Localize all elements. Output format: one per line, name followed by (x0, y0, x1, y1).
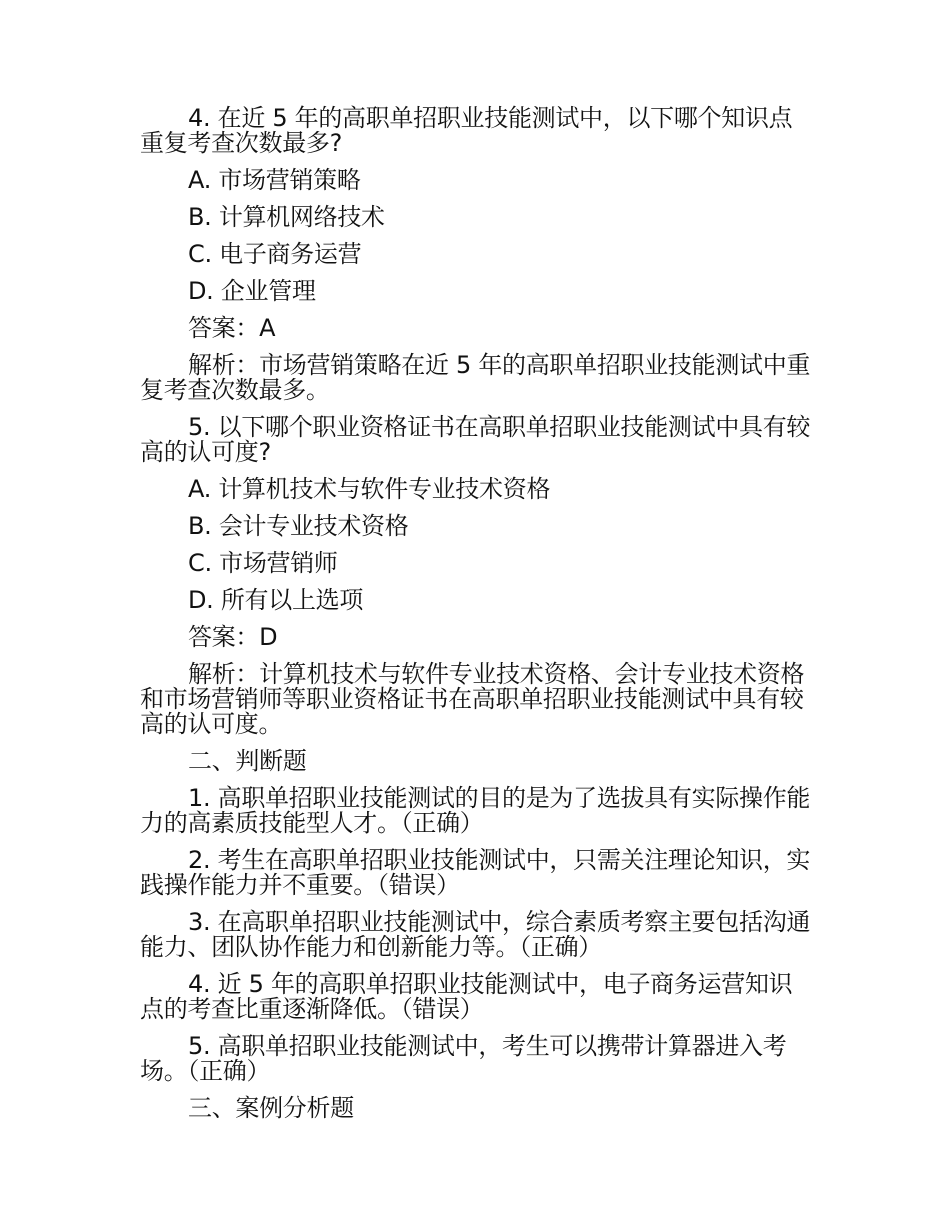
question-5-answer: 答案：D (188, 623, 278, 651)
question-5-option-b: B. 会计专业技术资格 (188, 512, 409, 540)
question-5-text: 5. 以下哪个职业资格证书在高职单招职业技能测试中具有较高的认可度? (140, 413, 811, 466)
judgement-item-1: 1. 高职单招职业技能测试的目的是为了选拔具有实际操作能力的高素质技能型人才。（正确） (140, 784, 811, 837)
question-5-option-d: D. 所有以上选项 (188, 586, 364, 614)
document-page (140, 106, 812, 1133)
question-4-option-b: B. 计算机网络技术 (188, 203, 385, 231)
question-4-option-a: A. 市场营销策略 (188, 166, 361, 194)
question-4-analysis: 解析：市场营销策略在近 5 年的高职单招职业技能测试中重复考查次数最多。 (140, 351, 811, 404)
question-4-option-c: C. 电子商务运营 (188, 240, 362, 268)
section-3-title: 三、案例分析题 (188, 1094, 354, 1122)
question-4-text: 4. 在近 5 年的高职单招职业技能测试中，以下哪个知识点重复考查次数最多? (140, 104, 793, 157)
judgement-item-2: 2. 考生在高职单招职业技能测试中，只需关注理论知识，实践操作能力并不重要。（错误） (140, 846, 811, 899)
judgement-item-3: 3. 在高职单招职业技能测试中，综合素质考察主要包括沟通能力、团队协作能力和创新能力等。（正确） (140, 908, 811, 961)
question-4-answer: 答案：A (188, 314, 276, 342)
question-4-option-d: D. 企业管理 (188, 277, 316, 305)
judgement-item-4: 4. 近 5 年的高职单招职业技能测试中，电子商务运营知识点的考查比重逐渐降低。（错误） (140, 970, 793, 1023)
question-5-option-c: C. 市场营销师 (188, 549, 338, 577)
section-2-title: 二、判断题 (188, 747, 307, 775)
question-5-analysis: 解析：计算机技术与软件专业技术资格、会计专业技术资格和市场营销师等职业资格证书在高职单招职业技能测试中具有较高的认可度。 (140, 660, 805, 738)
question-5-option-a: A. 计算机技术与软件专业技术资格 (188, 475, 551, 503)
judgement-item-5: 5. 高职单招职业技能测试中，考生可以携带计算器进入考场。（正确） (140, 1032, 787, 1085)
